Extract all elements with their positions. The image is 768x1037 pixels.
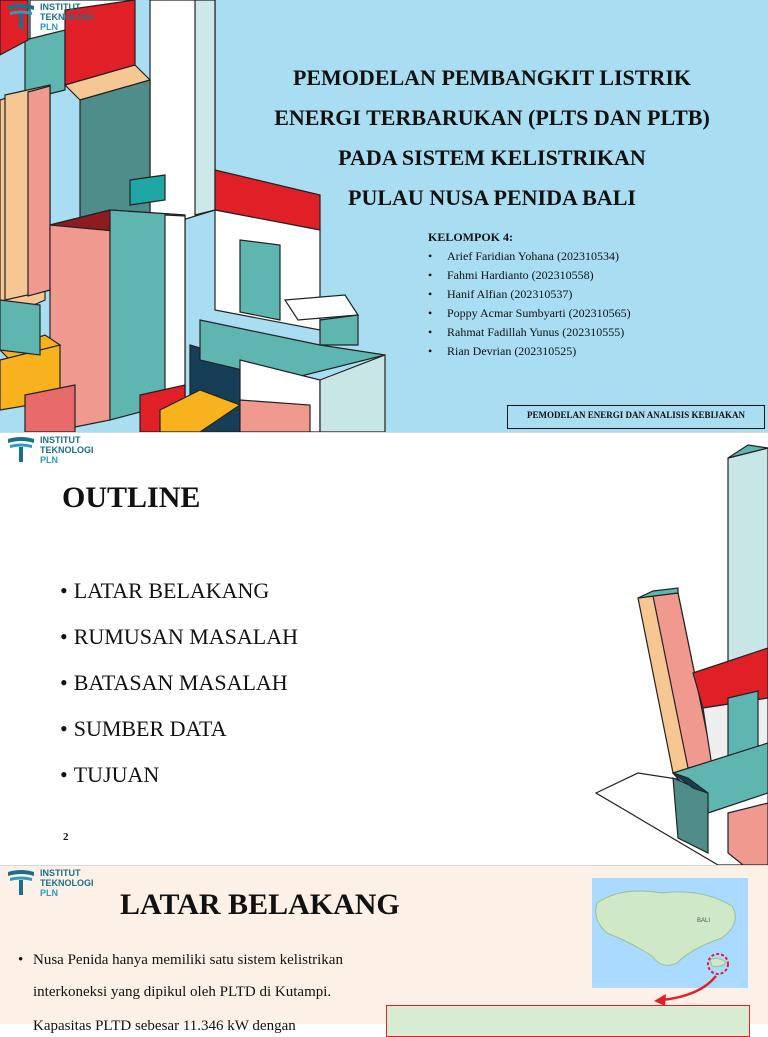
title-line: PULAU NUSA PENIDA BALI	[348, 185, 636, 210]
bullet-line: Nusa Penida hanya memiliki satu sistem kelistrikan	[33, 952, 343, 968]
bullet-line: interkoneksi yang dipikul oleh PLTD di Kutampi.	[33, 984, 332, 1000]
logo-line-3: PLN	[40, 888, 58, 898]
logo-line-1: INSTITUT	[40, 435, 81, 445]
outline-item: • SUMBER DATA	[60, 716, 227, 741]
outline-item: • BATASAN MASALAH	[60, 670, 288, 695]
logo-icon	[6, 435, 36, 463]
map-label: BALI	[697, 918, 711, 924]
slide-title-heading	[232, 58, 752, 218]
bullet-partial: Kapasitas PLTD sebesar 11.346 kW dengan	[33, 1018, 296, 1034]
course-footer: PEMODELAN ENERGI DAN ANALISIS KEBIJAKAN	[507, 405, 765, 429]
logo-line-2: TEKNOLOGI	[40, 12, 94, 22]
title-line: PADA SISTEM KELISTRIKAN	[338, 145, 646, 170]
logo	[6, 868, 94, 898]
latar-belakang-title: LATAR BELAKANG	[120, 888, 400, 921]
outline-item: • RUMUSAN MASALAH	[60, 624, 299, 649]
city-illustration	[568, 433, 768, 865]
logo-line-3: PLN	[40, 455, 58, 465]
group-members	[428, 228, 631, 361]
member-item: • Poppy Acmar Sumbyarti (202310565)	[428, 304, 631, 323]
logo	[6, 2, 94, 32]
page-number: 2	[63, 831, 69, 843]
outline-item: • TUJUAN	[60, 762, 160, 787]
zoom-map	[386, 1005, 750, 1037]
slide-latar-belakang	[0, 866, 768, 1034]
logo-line-1: INSTITUT	[40, 868, 81, 878]
logo-icon	[6, 2, 36, 30]
title-line: ENERGI TERBARUKAN (PLTS DAN PLTB)	[274, 105, 710, 130]
member-item: • Fahmi Hardianto (202310558)	[428, 266, 631, 285]
group-label: KELOMPOK 4:	[428, 230, 513, 244]
title-line: PEMODELAN PEMBANGKIT LISTRIK	[292, 65, 692, 90]
bullet-paragraph: • Nusa Penida hanya memiliki satu sistem kelistrikan interkoneksi yang dipikul oleh PLTD di Kutampi.	[18, 944, 378, 1008]
member-item: • Hanif Alfian (202310537)	[428, 285, 631, 304]
slide-outline	[0, 433, 768, 865]
outline-item: • LATAR BELAKANG	[60, 578, 270, 603]
outline-title: OUTLINE	[62, 481, 201, 514]
logo-icon	[6, 868, 36, 896]
logo	[6, 435, 94, 465]
member-item: • Rahmat Fadillah Yunus (202310555)	[428, 323, 631, 342]
logo-line-1: INSTITUT	[40, 2, 81, 12]
outline-list	[60, 573, 298, 803]
bali-map	[592, 878, 748, 988]
member-item: • Rian Devrian (202310525)	[428, 342, 631, 361]
logo-line-3: PLN	[40, 22, 58, 32]
member-item: • Arief Faridian Yohana (202310534)	[428, 247, 631, 266]
slide-title	[0, 0, 768, 432]
logo-line-2: TEKNOLOGI	[40, 445, 94, 455]
logo-line-2: TEKNOLOGI	[40, 878, 94, 888]
